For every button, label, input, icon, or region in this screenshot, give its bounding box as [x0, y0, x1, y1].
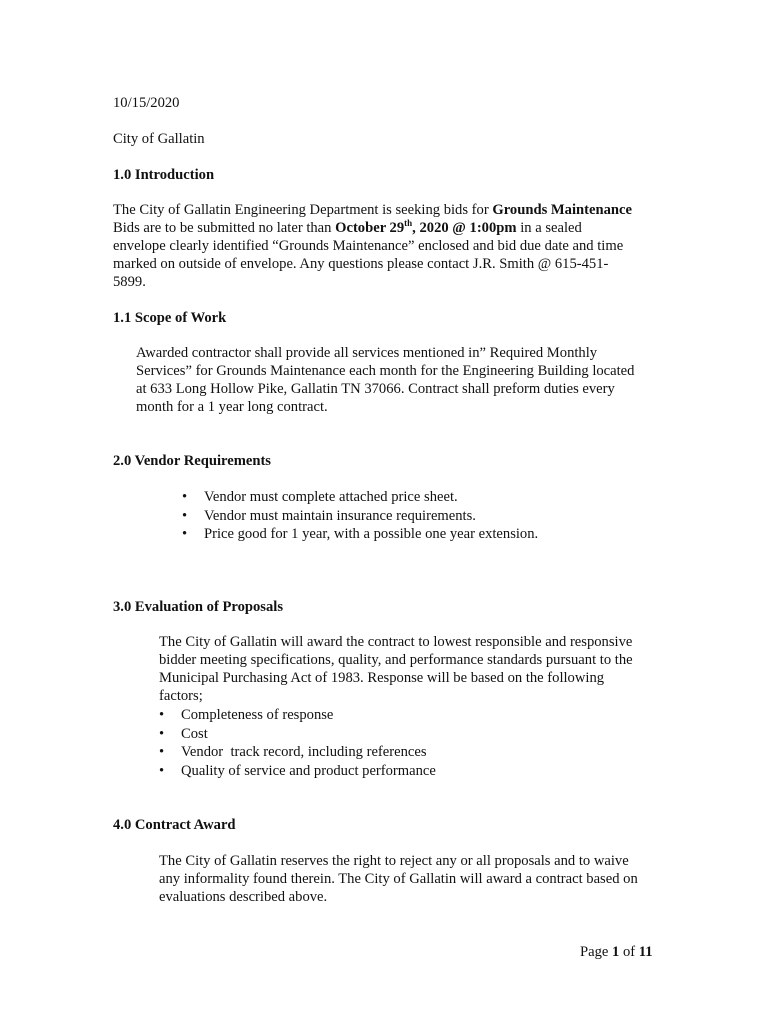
evaluation-line-2: bidder meeting specifications, quality, and performance standards pursuant to the: [159, 652, 633, 668]
list-item-text: Quality of service and product performance: [181, 762, 436, 779]
evaluation-paragraph: [159, 633, 633, 705]
deadline-time: , 2020 @ 1:00pm: [412, 220, 517, 236]
evaluation-factors-list: [159, 706, 436, 780]
intro-line-4: marked on outside of envelope. Any questions please contact J.R. Smith @ 615-451-: [113, 256, 609, 272]
award-line-1: The City of Gallatin reserves the right to reject any or all proposals and to waive: [159, 853, 629, 869]
introduction-paragraph: [113, 201, 632, 291]
list-item: [182, 525, 538, 544]
heading-evaluation-of-proposals: 3.0 Evaluation of Proposals: [113, 599, 284, 615]
award-line-2: any informality found therein. The City of Gallatin will award a contract based on: [159, 871, 638, 887]
list-item-text: Cost: [181, 725, 208, 742]
list-item-text: Completeness of response: [181, 707, 334, 723]
intro-line-2: [113, 219, 632, 237]
intro-text-1: The City of Gallatin Engineering Department is seeking bids for: [113, 202, 493, 218]
intro-bold-deadline: [335, 220, 516, 236]
heading-vendor-requirements: 2.0 Vendor Requirements: [113, 453, 271, 469]
bullet-icon: •: [182, 507, 188, 524]
scope-line-4: month for a 1 year long contract.: [136, 399, 328, 415]
page-number: [580, 943, 653, 961]
contract-award-paragraph: [159, 852, 638, 906]
list-item-text: Vendor track record, including references: [181, 744, 427, 761]
scope-line-2: Services” for Grounds Maintenance each month for the Engineering Building located: [136, 363, 635, 379]
scope-paragraph: [136, 344, 634, 416]
bullet-icon: •: [159, 725, 165, 742]
list-item: [159, 762, 436, 781]
deadline-ordinal: th: [404, 218, 413, 228]
evaluation-line-3: Municipal Purchasing Act of 1983. Response will be based on the following: [159, 670, 605, 686]
vendor-requirements-list: [182, 488, 538, 544]
scope-line-1: Awarded contractor shall provide all services mentioned in” Required Monthly: [136, 345, 598, 361]
bullet-icon: •: [182, 489, 188, 505]
bullet-icon: •: [159, 744, 165, 761]
list-item: [182, 507, 538, 526]
bullet-icon: •: [182, 526, 188, 543]
evaluation-line-1: The City of Gallatin will award the contract to lowest responsible and responsive: [159, 634, 633, 650]
evaluation-line-4: factors;: [159, 688, 203, 704]
list-item: [182, 488, 538, 507]
intro-text-2: Bids are to be submitted no later than: [113, 220, 336, 236]
bullet-icon: •: [159, 762, 165, 779]
award-line-3: evaluations described above.: [159, 889, 328, 905]
list-item: [159, 725, 436, 744]
current-page: 1: [612, 944, 620, 960]
scope-line-3: at 633 Long Hollow Pike, Gallatin TN 37066. Contract shall preform duties every: [136, 381, 615, 397]
heading-contract-award: 4.0 Contract Award: [113, 817, 236, 833]
total-pages: 11: [638, 944, 653, 960]
list-item-text: Price good for 1 year, with a possible one year extension.: [204, 526, 539, 543]
page-word: Page: [580, 944, 613, 960]
of-word: of: [619, 944, 639, 960]
bullet-icon: •: [159, 707, 165, 723]
heading-introduction: 1.0 Introduction: [113, 167, 215, 183]
list-item-text: Vendor must maintain insurance requirements.: [204, 507, 476, 524]
intro-bold-grounds-maintenance: Grounds Maintenance: [492, 202, 632, 218]
list-item-text: Vendor must complete attached price sheet.: [204, 489, 458, 505]
deadline-date: October 29: [335, 220, 405, 236]
intro-line-1: [113, 201, 632, 219]
intro-text-3: in a sealed: [516, 220, 582, 236]
intro-line-5: 5899.: [113, 274, 146, 290]
document-date: 10/15/2020: [113, 95, 180, 111]
intro-line-3: envelope clearly identified “Grounds Maintenance” enclosed and bid due date and time: [113, 238, 624, 254]
list-item: [159, 743, 436, 762]
list-item: [159, 706, 436, 725]
heading-scope-of-work: 1.1 Scope of Work: [113, 310, 227, 326]
city-name: City of Gallatin: [113, 131, 205, 147]
